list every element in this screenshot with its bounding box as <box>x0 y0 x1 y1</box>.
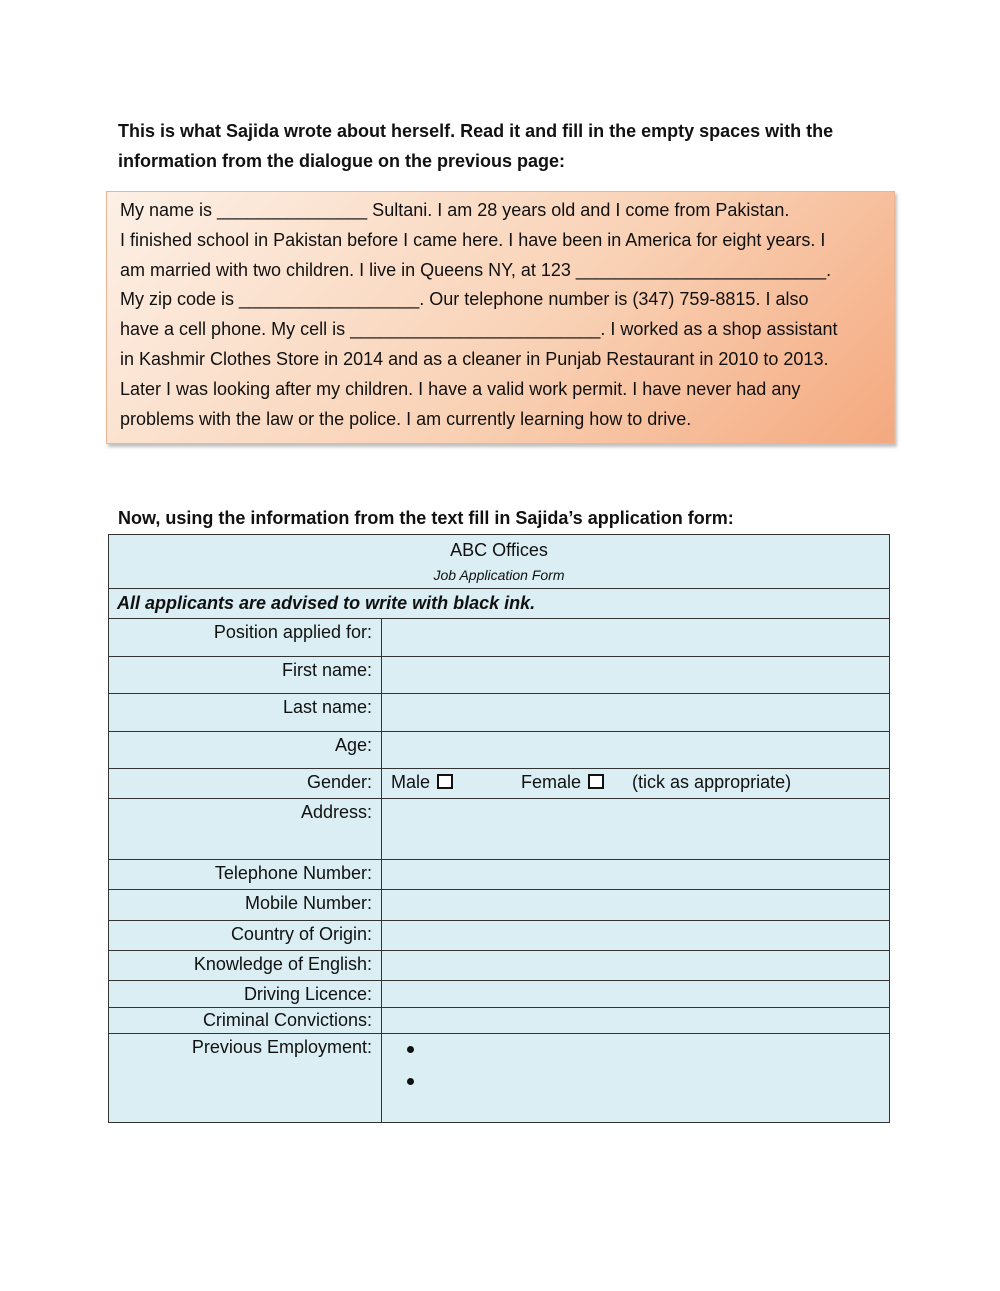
criminal-label: Criminal Convictions: <box>109 1008 382 1034</box>
intro-instruction: This is what Sajida wrote about herself. Read it and fill in the empty spaces with the information from the dialogue on the previous page: <box>118 121 834 171</box>
list-item[interactable] <box>427 1034 880 1066</box>
driving-label: Driving Licence: <box>109 981 382 1008</box>
english-field[interactable] <box>382 951 890 981</box>
employment-bullet-list <box>391 1034 880 1098</box>
story-line: My name is _______________ Sultani. I am 28 years old and I come from Pakistan. <box>120 200 790 220</box>
driving-field[interactable] <box>382 981 890 1008</box>
english-label: Knowledge of English: <box>109 951 382 981</box>
female-checkbox[interactable] <box>588 774 604 789</box>
last-name-label: Last name: <box>109 694 382 732</box>
mobile-label: Mobile Number: <box>109 890 382 921</box>
mobile-field[interactable] <box>382 890 890 921</box>
story-line: problems with the law or the police. I am currently learning how to drive. <box>120 408 692 429</box>
story-line: My zip code is __________________. Our telephone number is (347) 759-8815. I also <box>120 289 809 310</box>
story-line: Later I was looking after my children. I have a valid work permit. I have never had any <box>120 378 801 399</box>
list-item[interactable] <box>427 1066 880 1098</box>
gender-note: (tick as appropriate) <box>632 772 792 792</box>
position-field[interactable] <box>382 619 890 657</box>
last-name-field[interactable] <box>382 694 890 732</box>
form-header <box>109 535 890 589</box>
age-label: Age: <box>109 732 382 769</box>
gender-field <box>382 769 890 799</box>
story-line: have a cell phone. My cell is _________________________. I worked as a shop assistant <box>120 319 838 340</box>
gender-label: Gender: <box>109 769 382 799</box>
criminal-field[interactable] <box>382 1008 890 1034</box>
employment-field[interactable] <box>382 1034 890 1123</box>
ink-advice: All applicants are advised to write with black ink. <box>109 589 890 619</box>
application-form <box>108 534 890 1123</box>
country-field[interactable] <box>382 921 890 951</box>
address-field[interactable] <box>382 799 890 860</box>
address-label: Address: <box>109 799 382 860</box>
telephone-label: Telephone Number: <box>109 860 382 890</box>
first-name-label: First name: <box>109 657 382 694</box>
male-option-label: Male <box>391 772 431 792</box>
story-text-box <box>106 191 895 444</box>
company-name: ABC Offices <box>450 540 548 560</box>
form-instruction: Now, using the information from the text fill in Sajida’s application form: <box>118 508 734 528</box>
form-title: Job Application Form <box>433 567 565 583</box>
story-line: am married with two children. I live in Queens NY, at 123 _________________________. <box>120 259 832 280</box>
telephone-field[interactable] <box>382 860 890 890</box>
age-field[interactable] <box>382 732 890 769</box>
female-option-label: Female <box>521 772 582 792</box>
first-name-field[interactable] <box>382 657 890 694</box>
male-checkbox[interactable] <box>437 774 453 789</box>
country-label: Country of Origin: <box>109 921 382 951</box>
position-label: Position applied for: <box>109 619 382 657</box>
story-line: I finished school in Pakistan before I came here. I have been in America for eight years. I <box>120 229 826 250</box>
story-line: in Kashmir Clothes Store in 2014 and as a cleaner in Punjab Restaurant in 2010 to 2013. <box>120 348 829 369</box>
employment-label: Previous Employment: <box>109 1034 382 1123</box>
